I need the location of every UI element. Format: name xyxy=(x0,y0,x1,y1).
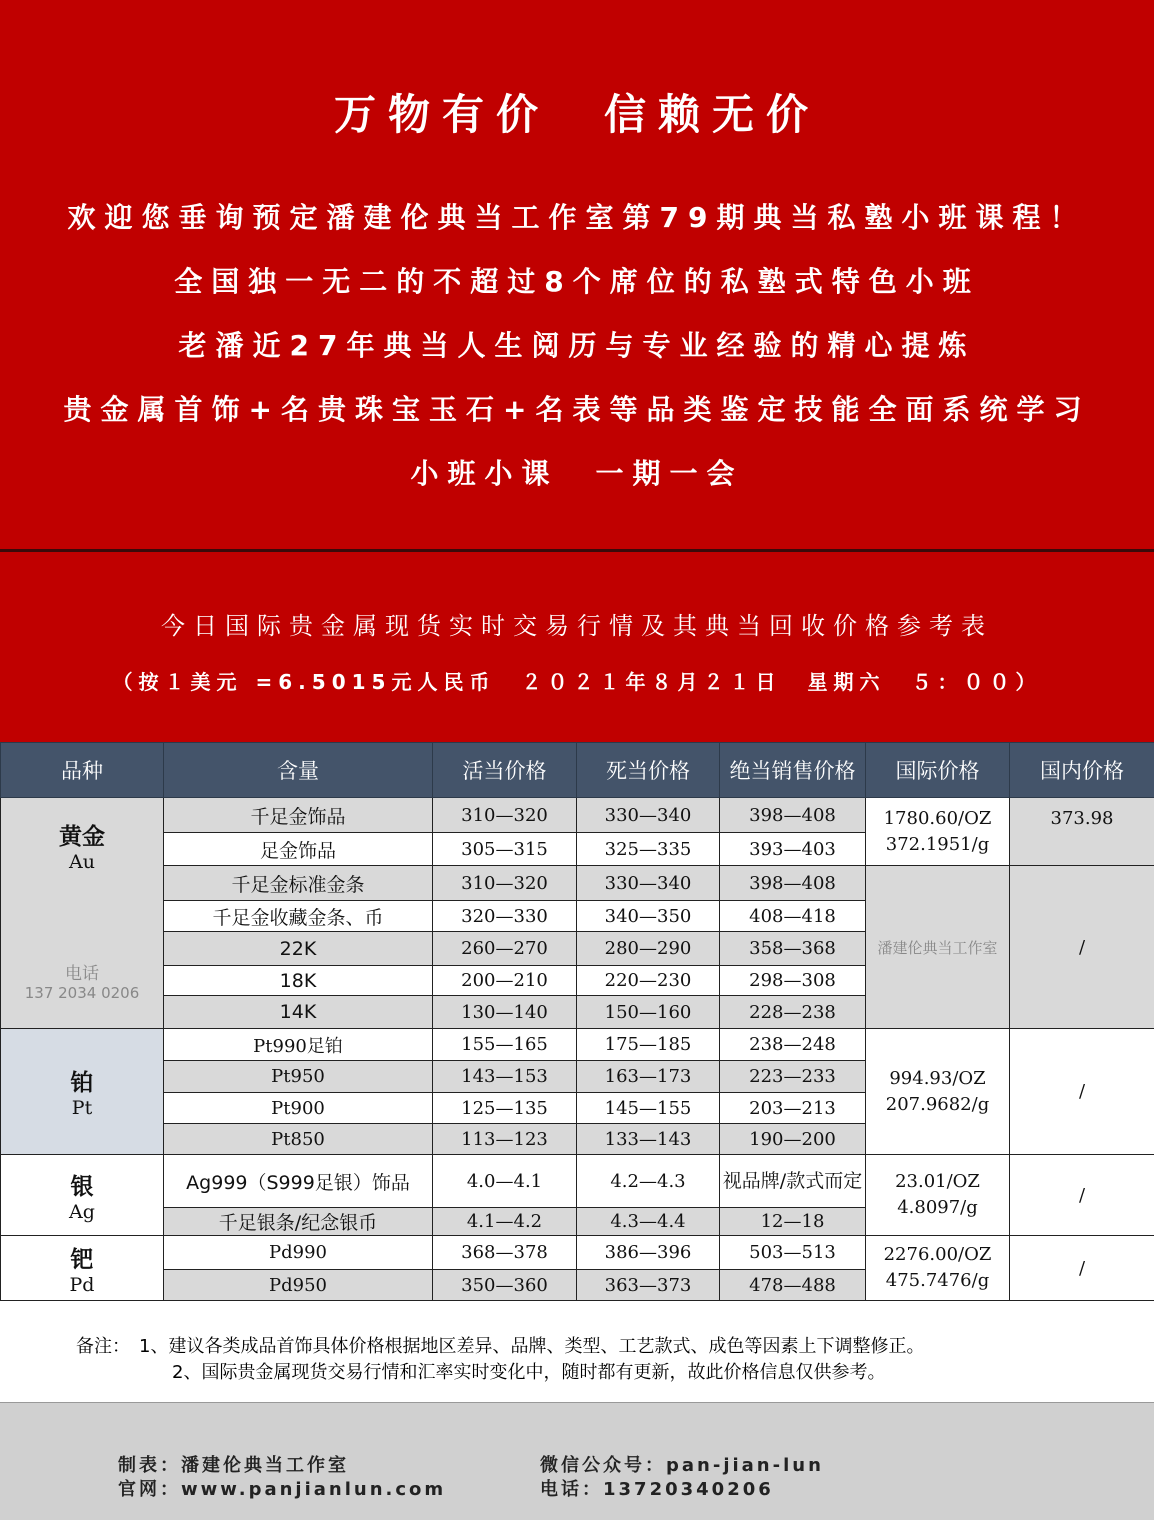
slogan: 万物有价 信赖无价 xyxy=(333,90,820,139)
dead-price: 150—160 xyxy=(577,996,720,1029)
intl-oz: 1780.60/OZ xyxy=(883,807,992,829)
item-name: Ag999（S999足银）饰品 xyxy=(164,1155,433,1208)
notes xyxy=(0,1302,1154,1403)
live-price: 4.1—4.2 xyxy=(433,1208,577,1236)
col-header: 含量 xyxy=(164,743,433,798)
watermark: 潘建伦典当工作室 xyxy=(877,938,998,957)
intl-oz: 994.93/OZ xyxy=(889,1067,986,1089)
item-name: 千足金饰品 xyxy=(164,798,433,833)
dead-price: 280—290 xyxy=(577,932,720,966)
footer-site: 官网：www.panjianlun.com xyxy=(118,1479,447,1500)
category-symbol: Ag xyxy=(69,1200,95,1223)
promo-banner xyxy=(0,0,1154,552)
banner-line: 贵金属首饰+名贵珠宝玉石+名表等品类鉴定技能全面系统学习 xyxy=(63,393,1091,426)
dead-price: 4.3—4.4 xyxy=(577,1208,720,1236)
banner-line: 小班小课 一期一会 xyxy=(410,457,744,490)
note-line-2: 2、国际贵金属现货交易行情和汇率实时变化中，随时都有更新，故此价格信息仅供参考。 xyxy=(172,1362,886,1383)
dead-price: 386—396 xyxy=(577,1236,720,1270)
dead-price: 175—185 xyxy=(577,1029,720,1061)
live-price: 260—270 xyxy=(433,932,577,966)
phone-number: 137 2034 0206 xyxy=(24,984,140,1002)
live-price: 143—153 xyxy=(433,1061,577,1093)
sale-price: 358—368 xyxy=(720,932,866,966)
live-price: 155—165 xyxy=(433,1029,577,1061)
domestic-price: 373.98 xyxy=(1010,798,1154,866)
domestic-price: / xyxy=(1010,1155,1154,1236)
phone-label: 电话 xyxy=(65,964,99,984)
table-title: 今日国际贵金属现货实时交易行情及其典当回收价格参考表 xyxy=(161,612,993,640)
category-symbol: Pd xyxy=(69,1273,95,1296)
sale-price: 203—213 xyxy=(720,1093,866,1124)
item-name: 千足金标准金条 xyxy=(164,866,433,901)
category-name: 铂 xyxy=(70,1070,94,1096)
table-row xyxy=(1,866,1154,901)
sale-price: 190—200 xyxy=(720,1124,866,1155)
intl-g: 4.8097/g xyxy=(897,1197,978,1218)
sale-price: 223—233 xyxy=(720,1061,866,1093)
dead-price: 330—340 xyxy=(577,866,720,901)
item-name: Pt950 xyxy=(164,1061,433,1093)
col-header: 国际价格 xyxy=(866,743,1010,798)
table-title-block xyxy=(0,552,1154,742)
sale-price: 398—408 xyxy=(720,798,866,833)
dead-price: 325—335 xyxy=(577,833,720,866)
category-platinum xyxy=(1,1029,164,1155)
item-name: Pd950 xyxy=(164,1270,433,1301)
footer-wechat: 微信公众号：pan-jian-lun xyxy=(540,1455,824,1476)
banner-line: 欢迎您垂询预定潘建伦典当工作室第79期典当私塾小班课程！ xyxy=(67,201,1087,234)
item-name: Pt900 xyxy=(164,1093,433,1124)
banner-line: 全国独一无二的不超过8个席位的私塾式特色小班 xyxy=(174,265,980,298)
live-price: 310—320 xyxy=(433,866,577,901)
watermark-cell xyxy=(866,866,1010,1029)
category-name: 银 xyxy=(70,1173,94,1200)
exchange-rate: （按１美元 =6.5015元人民币 ２０２１年８月２１日 星期六 ５：００） xyxy=(112,670,1042,694)
sale-price: 228—238 xyxy=(720,996,866,1029)
category-gold xyxy=(1,798,164,1029)
col-header: 国内价格 xyxy=(1010,743,1154,798)
domestic-price: / xyxy=(1010,1236,1154,1301)
table-row xyxy=(1,1155,1154,1208)
sale-price: 视品牌/款式而定 xyxy=(720,1155,866,1208)
dead-price: 4.2—4.3 xyxy=(577,1155,720,1208)
sale-price: 408—418 xyxy=(720,901,866,932)
footer xyxy=(0,1403,1154,1520)
item-name: Pd990 xyxy=(164,1236,433,1270)
live-price: 350—360 xyxy=(433,1270,577,1301)
dead-price: 163—173 xyxy=(577,1061,720,1093)
live-price: 320—330 xyxy=(433,901,577,932)
live-price: 368—378 xyxy=(433,1236,577,1270)
item-name: 千足金收藏金条、币 xyxy=(164,901,433,932)
live-price: 130—140 xyxy=(433,996,577,1029)
domestic-price: / xyxy=(1010,866,1154,1029)
item-name: 足金饰品 xyxy=(164,833,433,866)
domestic-price: / xyxy=(1010,1029,1154,1155)
banner-line: 老潘近27年典当人生阅历与专业经验的精心提炼 xyxy=(178,329,976,362)
live-price: 305—315 xyxy=(433,833,577,866)
live-price: 4.0—4.1 xyxy=(433,1155,577,1208)
sale-price: 12—18 xyxy=(720,1208,866,1236)
dead-price: 363—373 xyxy=(577,1270,720,1301)
item-name: Pt850 xyxy=(164,1124,433,1155)
item-name: 千足银条/纪念银币 xyxy=(164,1208,433,1236)
col-header: 绝当销售价格 xyxy=(720,743,866,798)
dead-price: 340—350 xyxy=(577,901,720,932)
live-price: 125—135 xyxy=(433,1093,577,1124)
sale-price: 398—408 xyxy=(720,866,866,901)
category-symbol: Au xyxy=(69,851,95,873)
sale-price: 393—403 xyxy=(720,833,866,866)
live-price: 310—320 xyxy=(433,798,577,833)
intl-oz: 23.01/OZ xyxy=(895,1171,980,1192)
note-line-1: 备注： 1、建议各类成品首饰具体价格根据地区差异、品牌、类型、工艺款式、成色等因素上下调整修正。 xyxy=(76,1336,925,1357)
intl-price xyxy=(866,1236,1010,1301)
price-table xyxy=(0,742,1154,1301)
footer-maker: 制表：潘建伦典当工作室 xyxy=(118,1455,349,1476)
table-row xyxy=(1,1236,1154,1270)
dead-price: 330—340 xyxy=(577,798,720,833)
live-price: 113—123 xyxy=(433,1124,577,1155)
intl-price xyxy=(866,1155,1010,1236)
dead-price: 145—155 xyxy=(577,1093,720,1124)
intl-price xyxy=(866,798,1010,866)
col-header: 死当价格 xyxy=(577,743,720,798)
intl-price xyxy=(866,1029,1010,1155)
category-palladium xyxy=(1,1236,164,1301)
table-row xyxy=(1,1029,1154,1061)
intl-g: 372.1951/g xyxy=(885,833,990,855)
item-name: 22K xyxy=(164,932,433,966)
col-header: 活当价格 xyxy=(433,743,577,798)
intl-g: 475.7476/g xyxy=(885,1270,990,1291)
sale-price: 298—308 xyxy=(720,966,866,996)
item-name: 18K xyxy=(164,966,433,996)
category-silver xyxy=(1,1155,164,1236)
category-symbol: Pt xyxy=(71,1097,93,1119)
intl-g: 207.9682/g xyxy=(885,1093,990,1115)
live-price: 200—210 xyxy=(433,966,577,996)
category-name: 黄金 xyxy=(59,824,105,850)
item-name: 14K xyxy=(164,996,433,1029)
intl-oz: 2276.00/OZ xyxy=(883,1244,992,1265)
table-row xyxy=(1,798,1154,833)
footer-phone: 电话：13720340206 xyxy=(540,1479,774,1500)
sale-price: 238—248 xyxy=(720,1029,866,1061)
dead-price: 220—230 xyxy=(577,966,720,996)
col-header: 品种 xyxy=(1,743,164,798)
table-header xyxy=(1,743,1154,798)
sale-price: 503—513 xyxy=(720,1236,866,1270)
category-name: 钯 xyxy=(70,1246,94,1273)
dead-price: 133—143 xyxy=(577,1124,720,1155)
item-name: Pt990足铂 xyxy=(164,1029,433,1061)
sale-price: 478—488 xyxy=(720,1270,866,1301)
